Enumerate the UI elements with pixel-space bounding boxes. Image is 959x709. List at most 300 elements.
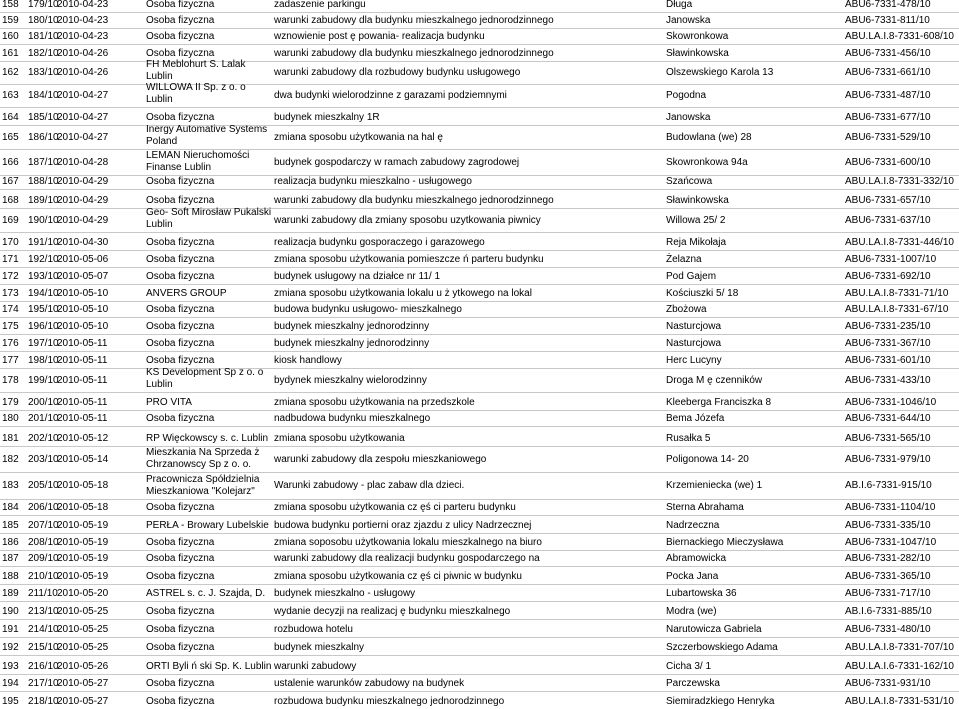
table-row bbox=[0, 189, 959, 208]
cell-sygnatura: ABU.LA.I.8-7331-608/10 bbox=[845, 31, 954, 42]
cell-opis: wydanie decyzji na realizacj ę budynku mieszkalnego bbox=[274, 606, 511, 617]
cell-opis: wznowienie post ę powania- realizacja budynku bbox=[274, 31, 485, 42]
cell-lp: 178 bbox=[2, 374, 19, 386]
cell-ulica: Abramowicka bbox=[666, 553, 727, 564]
cell-inwestor: Osoba fizyczna bbox=[146, 642, 215, 653]
cell-sygnatura: ABU6-7331-1104/10 bbox=[845, 502, 936, 513]
cell-nr: 209/10 bbox=[28, 553, 59, 564]
cell-inwestor: WILLOWA II Sp. z o. o Lublin bbox=[146, 82, 246, 105]
cell-data: 2010-05-11 bbox=[57, 397, 108, 408]
cell-opis: zmiana sposobu użytkowania pomieszcze ń parteru budynku bbox=[274, 254, 544, 265]
cell-inwestor: ANVERS GROUP bbox=[146, 288, 227, 299]
cell-lp: 170 bbox=[2, 237, 19, 248]
table-row bbox=[0, 550, 959, 566]
cell-opis: zmiana soposobu użytkowania lokalu mieszkalnego na biuro bbox=[274, 537, 542, 548]
table-row bbox=[0, 655, 959, 674]
cell-opis: warunki zabudowy dla zespołu mieszkaniowego bbox=[274, 453, 487, 465]
cell-opis: budynek mieszkalny bbox=[274, 642, 365, 653]
cell-ulica: Budowlana (we) 28 bbox=[666, 131, 752, 143]
cell-data: 2010-05-10 bbox=[57, 304, 109, 315]
cell-nr: 189/10 bbox=[28, 195, 59, 206]
cell-lp: 171 bbox=[2, 254, 19, 265]
cell-inwestor: Geo- Soft Mirosław Pukalski Lublin bbox=[146, 207, 272, 230]
cell-nr: 194/10 bbox=[28, 288, 59, 299]
cell-sygnatura: ABU6-7331-235/10 bbox=[845, 321, 931, 332]
cell-ulica: Biernackiego Mieczysława bbox=[666, 537, 784, 548]
table-row bbox=[0, 107, 959, 125]
cell-opis: zmiana sposobu użytkowania cz ęś ci parteru budynku bbox=[274, 502, 516, 513]
cell-lp: 194 bbox=[2, 678, 19, 689]
cell-nr: 205/10 bbox=[28, 480, 59, 491]
cell-inwestor: Osoba fizyczna bbox=[146, 31, 215, 42]
table-row bbox=[0, 601, 959, 619]
cell-lp: 187 bbox=[2, 553, 19, 564]
cell-opis: rozbudowa budynku mieszkalnego jednorodzinnego bbox=[274, 696, 505, 707]
cell-data: 2010-04-29 bbox=[57, 195, 109, 206]
cell-nr: 198/10 bbox=[28, 355, 59, 366]
cell-ulica: Parczewska bbox=[666, 678, 720, 689]
cell-ulica: Modra (we) bbox=[666, 606, 717, 617]
cell-data: 2010-05-18 bbox=[57, 502, 109, 513]
table-row bbox=[0, 446, 959, 472]
cell-nr: 207/10 bbox=[28, 520, 59, 531]
cell-ulica: Narutowicza Gabriela bbox=[666, 624, 762, 635]
cell-lp: 166 bbox=[2, 156, 19, 168]
cell-sygnatura: ABU6-7331-931/10 bbox=[845, 678, 931, 689]
cell-data: 2010-04-30 bbox=[57, 237, 109, 248]
cell-inwestor: Osoba fizyczna bbox=[146, 195, 215, 206]
cell-ulica: Siemiradzkiego Henryka bbox=[666, 696, 775, 707]
cell-opis: budynek mieszkalny jednorodzinny bbox=[274, 338, 430, 349]
cell-data: 2010-05-10 bbox=[57, 288, 109, 299]
cell-opis: budynek gospodarczy w ramach zabudowy zagrodowej bbox=[274, 156, 520, 168]
cell-lp: 195 bbox=[2, 696, 19, 707]
table-row bbox=[0, 515, 959, 533]
cell-sygnatura: ABU6-7331-367/10 bbox=[845, 338, 931, 349]
table-row bbox=[0, 208, 959, 232]
cell-sygnatura: ABU6-7331-1007/10 bbox=[845, 254, 937, 265]
cell-lp: 163 bbox=[2, 90, 19, 101]
cell-inwestor: Osoba fizyczna bbox=[146, 678, 215, 689]
cell-inwestor: PRO VITA bbox=[146, 397, 192, 408]
cell-nr: 184/10 bbox=[28, 90, 59, 101]
cell-inwestor: Osoba fizyczna bbox=[146, 537, 215, 548]
cell-nr: 186/10 bbox=[28, 131, 59, 143]
cell-inwestor: Osoba fizyczna bbox=[146, 624, 215, 635]
cell-ulica: Cicha 3/ 1 bbox=[666, 661, 712, 672]
cell-inwestor: Osoba fizyczna bbox=[146, 237, 215, 248]
cell-ulica: Nadrzeczna bbox=[666, 520, 720, 531]
cell-inwestor: ASTREL s. c. J. Szajda, D. bbox=[146, 588, 266, 599]
cell-opis: zmiana sposobu użytkowania bbox=[274, 433, 405, 444]
cell-opis: zmiana sposobu użytkowania cz ęś ci piwnic w budynku bbox=[274, 571, 522, 582]
cell-nr: 217/10 bbox=[28, 678, 59, 689]
cell-data: 2010-05-27 bbox=[57, 696, 109, 707]
cell-nr: 213/10 bbox=[28, 606, 59, 617]
cell-nr: 182/10 bbox=[28, 48, 59, 59]
cell-lp: 169 bbox=[2, 214, 19, 226]
cell-sygnatura: ABU6-7331-1046/10 bbox=[845, 397, 937, 408]
cell-sygnatura: ABU.LA.I.8-7331-67/10 bbox=[845, 304, 949, 315]
cell-inwestor: KS Development Sp z o. o Lublin bbox=[146, 367, 264, 390]
cell-opis: budowa budynku portierni oraz zjazdu z ulicy Nadrzecznej bbox=[274, 520, 532, 531]
cell-ulica: Długa bbox=[666, 0, 693, 10]
cell-inwestor: Osoba fizyczna bbox=[146, 271, 215, 282]
cell-data: 2010-04-29 bbox=[57, 176, 109, 187]
table-row bbox=[0, 267, 959, 284]
cell-inwestor: FH Meblohurt S. Lalak Lublin bbox=[146, 59, 246, 82]
cell-nr: 215/10 bbox=[28, 642, 59, 653]
cell-nr: 206/10 bbox=[28, 502, 59, 513]
table-row bbox=[0, 637, 959, 655]
cell-data: 2010-05-25 bbox=[57, 642, 109, 653]
cell-lp: 164 bbox=[2, 112, 19, 123]
cell-opis: warunki zabudowy dla budynku mieszkalnego jednorodzinnego bbox=[274, 195, 554, 206]
cell-inwestor: Osoba fizyczna bbox=[146, 321, 215, 332]
cell-nr: 197/10 bbox=[28, 338, 59, 349]
cell-lp: 185 bbox=[2, 520, 19, 531]
cell-nr: 208/10 bbox=[28, 537, 59, 548]
cell-data: 2010-05-27 bbox=[57, 678, 109, 689]
table-row bbox=[0, 317, 959, 334]
cell-inwestor: Osoba fizyczna bbox=[146, 176, 215, 187]
table-row bbox=[0, 232, 959, 250]
cell-lp: 188 bbox=[2, 571, 19, 582]
cell-data: 2010-05-06 bbox=[57, 254, 109, 265]
cell-opis: zmiana sposobu użytkowania lokalu u ż ytkowego na lokal bbox=[274, 288, 532, 299]
cell-opis: Warunki zabudowy - plac zabaw dla dzieci. bbox=[274, 480, 465, 491]
cell-inwestor: LEMAN Nieruchomości Finanse Lublin bbox=[146, 150, 250, 173]
cell-data: 2010-05-19 bbox=[57, 553, 109, 564]
cell-inwestor: Osoba fizyczna bbox=[146, 254, 215, 265]
cell-opis: zmiana sposobu użytkowania na hal ę bbox=[274, 131, 443, 143]
cell-sygnatura: ABU6-7331-529/10 bbox=[845, 131, 931, 143]
cell-data: 2010-05-07 bbox=[57, 271, 109, 282]
cell-nr: 195/10 bbox=[28, 304, 59, 315]
table-row bbox=[0, 149, 959, 175]
cell-lp: 181 bbox=[2, 433, 19, 444]
table-row bbox=[0, 392, 959, 410]
cell-sygnatura: ABU6-7331-601/10 bbox=[845, 355, 931, 366]
cell-sygnatura: ABU6-7331-657/10 bbox=[845, 195, 931, 206]
cell-opis: bydynek mieszkalny wielorodzinny bbox=[274, 374, 427, 386]
cell-inwestor: ORTI Byli ń ski Sp. K. Lublin bbox=[146, 661, 272, 672]
cell-nr: 193/10 bbox=[28, 271, 59, 282]
cell-data: 2010-04-27 bbox=[57, 112, 109, 123]
table-row bbox=[0, 674, 959, 691]
cell-ulica: Nasturcjowa bbox=[666, 321, 722, 332]
cell-ulica: Skowronkowa 94a bbox=[666, 156, 748, 168]
cell-opis: zmiana sposobu użytkowania na przedszkole bbox=[274, 397, 475, 408]
cell-data: 2010-04-27 bbox=[57, 90, 109, 101]
cell-ulica: Droga M ę czenników bbox=[666, 374, 763, 386]
table-row bbox=[0, 125, 959, 149]
cell-sygnatura: ABU6-7331-979/10 bbox=[845, 453, 931, 465]
table-row bbox=[0, 28, 959, 44]
cell-ulica: Reja Mikołaja bbox=[666, 237, 727, 248]
table-row bbox=[0, 12, 959, 28]
cell-sygnatura: ABU6-7331-692/10 bbox=[845, 271, 931, 282]
cell-lp: 173 bbox=[2, 288, 19, 299]
cell-inwestor: Osoba fizyczna bbox=[146, 696, 215, 707]
cell-ulica: Szczerbowskiego Adama bbox=[666, 642, 778, 653]
cell-ulica: Poligonowa 14- 20 bbox=[666, 453, 749, 465]
cell-nr: 218/10 bbox=[28, 696, 59, 707]
cell-ulica: Szańcowa bbox=[666, 176, 713, 187]
cell-data: 2010-05-11 bbox=[57, 338, 108, 349]
table-row bbox=[0, 426, 959, 446]
table-row bbox=[0, 250, 959, 267]
table-row bbox=[0, 499, 959, 515]
cell-nr: 179/10 bbox=[28, 0, 59, 10]
cell-inwestor: Osoba fizyczna bbox=[146, 304, 215, 315]
cell-data: 2010-05-11 bbox=[57, 355, 108, 366]
cell-ulica: Kleeberga Franciszka 8 bbox=[666, 397, 772, 408]
table-row bbox=[0, 351, 959, 368]
cell-sygnatura: ABU.LA.I.6-7331-162/10 bbox=[845, 661, 954, 672]
cell-inwestor: Osoba fizyczna bbox=[146, 112, 215, 123]
cell-lp: 191 bbox=[2, 624, 19, 635]
cell-lp: 176 bbox=[2, 338, 19, 349]
cell-ulica: Pod Gajem bbox=[666, 271, 717, 282]
cell-sygnatura: ABU.LA.I.8-7331-71/10 bbox=[845, 288, 949, 299]
cell-sygnatura: ABU6-7331-1047/10 bbox=[845, 537, 937, 548]
cell-ulica: Nasturcjowa bbox=[666, 338, 722, 349]
cell-data: 2010-05-19 bbox=[57, 537, 109, 548]
cell-sygnatura: ABU6-7331-335/10 bbox=[845, 520, 931, 531]
cell-inwestor: Osoba fizyczna bbox=[146, 355, 215, 366]
table-row bbox=[0, 301, 959, 317]
cell-data: 2010-04-23 bbox=[57, 31, 109, 42]
cell-nr: 187/10 bbox=[28, 156, 59, 168]
cell-opis: dwa budynki wielorodzinne z garazami podziemnymi bbox=[274, 90, 507, 101]
cell-data: 2010-04-23 bbox=[57, 15, 109, 26]
cell-data: 2010-04-26 bbox=[57, 67, 109, 78]
cell-sygnatura: AB.I.6-7331-915/10 bbox=[845, 480, 932, 491]
table-row bbox=[0, 61, 959, 84]
cell-inwestor: Osoba fizyczna bbox=[146, 338, 215, 349]
cell-data: 2010-05-12 bbox=[57, 433, 109, 444]
cell-nr: 192/10 bbox=[28, 254, 59, 265]
cell-lp: 167 bbox=[2, 176, 19, 187]
cell-data: 2010-04-26 bbox=[57, 48, 109, 59]
cell-opis: budynek mieszkalny 1R bbox=[274, 112, 380, 123]
cell-nr: 185/10 bbox=[28, 112, 59, 123]
table-row bbox=[0, 175, 959, 189]
table-row bbox=[0, 533, 959, 550]
cell-lp: 180 bbox=[2, 413, 19, 424]
cell-opis: budowa budynku usługowo- mieszkalnego bbox=[274, 304, 462, 315]
cell-sygnatura: ABU6-7331-565/10 bbox=[845, 433, 931, 444]
cell-nr: 188/10 bbox=[28, 176, 59, 187]
cell-lp: 189 bbox=[2, 588, 19, 599]
cell-lp: 193 bbox=[2, 661, 19, 672]
cell-nr: 216/10 bbox=[28, 661, 59, 672]
cell-ulica: Zbożowa bbox=[666, 304, 707, 315]
cell-inwestor: Osoba fizyczna bbox=[146, 413, 215, 424]
cell-ulica: Janowska bbox=[666, 112, 711, 123]
cell-ulica: Kościuszki 5/ 18 bbox=[666, 288, 739, 299]
cell-opis: kiosk handlowy bbox=[274, 355, 342, 366]
cell-inwestor: PERŁA - Browary Lubelskie bbox=[146, 520, 269, 531]
cell-sygnatura: ABU6-7331-811/10 bbox=[845, 15, 930, 26]
cell-ulica: Rusałka 5 bbox=[666, 433, 711, 444]
cell-nr: 201/10 bbox=[28, 413, 59, 424]
cell-ulica: Lubartowska 36 bbox=[666, 588, 737, 599]
table-row bbox=[0, 472, 959, 499]
cell-data: 2010-05-19 bbox=[57, 571, 109, 582]
cell-data: 2010-05-25 bbox=[57, 606, 109, 617]
cell-ulica: Sterna Abrahama bbox=[666, 502, 744, 513]
cell-inwestor: RP Więckowscy s. c. Lublin bbox=[146, 433, 269, 444]
cell-opis: realizacja budynku gosporaczego i garazowego bbox=[274, 237, 485, 248]
cell-lp: 190 bbox=[2, 606, 19, 617]
cell-opis: warunki zabudowy dla rozbudowy budynku usługowego bbox=[274, 67, 521, 78]
cell-nr: 203/10 bbox=[28, 453, 59, 465]
table-row bbox=[0, 584, 959, 601]
table-row bbox=[0, 566, 959, 584]
cell-lp: 174 bbox=[2, 304, 19, 315]
cell-sygnatura: ABU6-7331-661/10 bbox=[845, 67, 931, 78]
cell-sygnatura: ABU6-7331-677/10 bbox=[845, 112, 931, 123]
cell-inwestor: Mieszkania Na Sprzeda ż Chrzanowscy Sp z o. o. bbox=[146, 447, 260, 470]
cell-sygnatura: ABU.LA.I.8-7331-531/10 bbox=[845, 696, 954, 707]
cell-lp: 182 bbox=[2, 453, 19, 465]
cell-inwestor: Osoba fizyczna bbox=[146, 553, 215, 564]
table-row bbox=[0, 334, 959, 351]
cell-opis: nadbudowa budynku mieszkalnego bbox=[274, 413, 431, 424]
table-row bbox=[0, 84, 959, 107]
cell-nr: 180/10 bbox=[28, 15, 59, 26]
cell-lp: 162 bbox=[2, 67, 19, 78]
cell-opis: realizacja budynku mieszkalno - usługowego bbox=[274, 176, 472, 187]
cell-inwestor: Osoba fizyczna bbox=[146, 0, 215, 10]
cell-opis: rozbudowa hotelu bbox=[274, 624, 353, 635]
cell-lp: 160 bbox=[2, 31, 19, 42]
table-row bbox=[0, 691, 959, 709]
cell-ulica: Janowska bbox=[666, 15, 711, 26]
cell-data: 2010-05-10 bbox=[57, 321, 109, 332]
cell-nr: 210/10 bbox=[28, 571, 59, 582]
cell-nr: 183/10 bbox=[28, 67, 59, 78]
cell-inwestor: Osoba fizyczna bbox=[146, 15, 215, 26]
cell-sygnatura: ABU6-7331-480/10 bbox=[845, 624, 931, 635]
cell-ulica: Sławinkowska bbox=[666, 195, 729, 206]
cell-opis: budynek mieszkalno - usługowy bbox=[274, 588, 416, 599]
cell-lp: 159 bbox=[2, 15, 19, 26]
cell-inwestor: Pracownicza Spółdzielnia Mieszkaniowa "Kolejarz" bbox=[146, 474, 260, 497]
cell-lp: 183 bbox=[2, 480, 19, 491]
cell-opis: warunki zabudowy dla realizacji budynku gospodarczego na bbox=[274, 553, 540, 564]
cell-data: 2010-05-20 bbox=[57, 588, 109, 599]
cell-ulica: Krzemieniecka (we) 1 bbox=[666, 480, 763, 491]
cell-lp: 179 bbox=[2, 397, 19, 408]
cell-nr: 202/10 bbox=[28, 433, 59, 444]
cell-data: 2010-05-11 bbox=[57, 413, 108, 424]
cell-data: 2010-04-27 bbox=[57, 131, 109, 143]
cell-data: 2010-05-25 bbox=[57, 624, 109, 635]
cell-ulica: Pocka Jana bbox=[666, 571, 719, 582]
cell-data: 2010-05-19 bbox=[57, 520, 109, 531]
table-row bbox=[0, 0, 959, 12]
cell-sygnatura: ABU.LA.I.8-7331-332/10 bbox=[845, 176, 954, 187]
cell-ulica: Skowronkowa bbox=[666, 31, 729, 42]
cell-ulica: Herc Lucyny bbox=[666, 355, 722, 366]
cell-lp: 175 bbox=[2, 321, 19, 332]
cell-ulica: Pogodna bbox=[666, 90, 707, 101]
cell-nr: 199/10 bbox=[28, 374, 59, 386]
cell-data: 2010-04-23 bbox=[57, 0, 109, 10]
cell-opis: warunki zabudowy dla zmiany sposobu uzytkowania piwnicy bbox=[274, 214, 541, 226]
cell-lp: 172 bbox=[2, 271, 19, 282]
cell-opis: budynek usługowy na działce nr 11/ 1 bbox=[274, 271, 441, 282]
table-row bbox=[0, 410, 959, 426]
cell-lp: 184 bbox=[2, 502, 19, 513]
cell-ulica: Żelazna bbox=[666, 254, 702, 265]
cell-nr: 196/10 bbox=[28, 321, 59, 332]
cell-opis: warunki zabudowy bbox=[274, 661, 357, 672]
cell-data: 2010-05-26 bbox=[57, 661, 109, 672]
cell-nr: 190/10 bbox=[28, 214, 59, 226]
cell-inwestor: Osoba fizyczna bbox=[146, 48, 215, 59]
cell-sygnatura: ABU6-7331-433/10 bbox=[845, 374, 931, 386]
cell-lp: 161 bbox=[2, 48, 19, 59]
cell-nr: 181/10 bbox=[28, 31, 59, 42]
cell-sygnatura: ABU6-7331-478/10 bbox=[845, 0, 931, 10]
table-row bbox=[0, 284, 959, 301]
cell-sygnatura: ABU6-7331-456/10 bbox=[845, 48, 931, 59]
table-row bbox=[0, 619, 959, 637]
cell-opis: warunki zabudowy dla budynku mieszkalnego jednorodzinnego bbox=[274, 48, 554, 59]
cell-inwestor: Osoba fizyczna bbox=[146, 502, 215, 513]
cell-sygnatura: ABU6-7331-600/10 bbox=[845, 156, 931, 168]
cell-opis: warunki zabudowy dla budynku mieszkalnego jednorodzinnego bbox=[274, 15, 554, 26]
cell-sygnatura: ABU6-7331-365/10 bbox=[845, 571, 931, 582]
cell-data: 2010-04-28 bbox=[57, 156, 109, 168]
cell-sygnatura: ABU6-7331-487/10 bbox=[845, 90, 931, 101]
cell-lp: 177 bbox=[2, 355, 19, 366]
cell-lp: 165 bbox=[2, 131, 19, 143]
cell-nr: 214/10 bbox=[28, 624, 59, 635]
cell-lp: 168 bbox=[2, 195, 19, 206]
cell-ulica: Willowa 25/ 2 bbox=[666, 214, 726, 226]
cell-sygnatura: ABU6-7331-644/10 bbox=[845, 413, 931, 424]
cell-sygnatura: ABU.LA.I.8-7331-707/10 bbox=[845, 642, 954, 653]
cell-data: 2010-05-18 bbox=[57, 480, 109, 491]
cell-lp: 192 bbox=[2, 642, 19, 653]
cell-inwestor: Osoba fizyczna bbox=[146, 606, 215, 617]
cell-nr: 211/10 bbox=[28, 588, 58, 599]
cell-sygnatura: ABU6-7331-637/10 bbox=[845, 214, 931, 226]
table-row bbox=[0, 368, 959, 392]
cell-inwestor: Inergy Automative Systems Poland bbox=[146, 124, 268, 147]
cell-lp: 186 bbox=[2, 537, 19, 548]
cell-ulica: Bema Józefa bbox=[666, 413, 725, 424]
cell-nr: 191/10 bbox=[28, 237, 59, 248]
cell-data: 2010-05-14 bbox=[57, 453, 109, 465]
cell-sygnatura: ABU6-7331-282/10 bbox=[845, 553, 931, 564]
cell-data: 2010-04-29 bbox=[57, 214, 109, 226]
table-row bbox=[0, 44, 959, 61]
cell-sygnatura: AB.I.6-7331-885/10 bbox=[845, 606, 932, 617]
cell-opis: budynek mieszkalny jednorodzinny bbox=[274, 321, 430, 332]
cell-ulica: Sławinkowska bbox=[666, 48, 729, 59]
cell-data: 2010-05-11 bbox=[57, 374, 108, 386]
cell-nr: 200/10 bbox=[28, 397, 59, 408]
cell-lp: 158 bbox=[2, 0, 19, 10]
cell-ulica: Olszewskiego Karola 13 bbox=[666, 67, 774, 78]
cell-inwestor: Osoba fizyczna bbox=[146, 571, 215, 582]
